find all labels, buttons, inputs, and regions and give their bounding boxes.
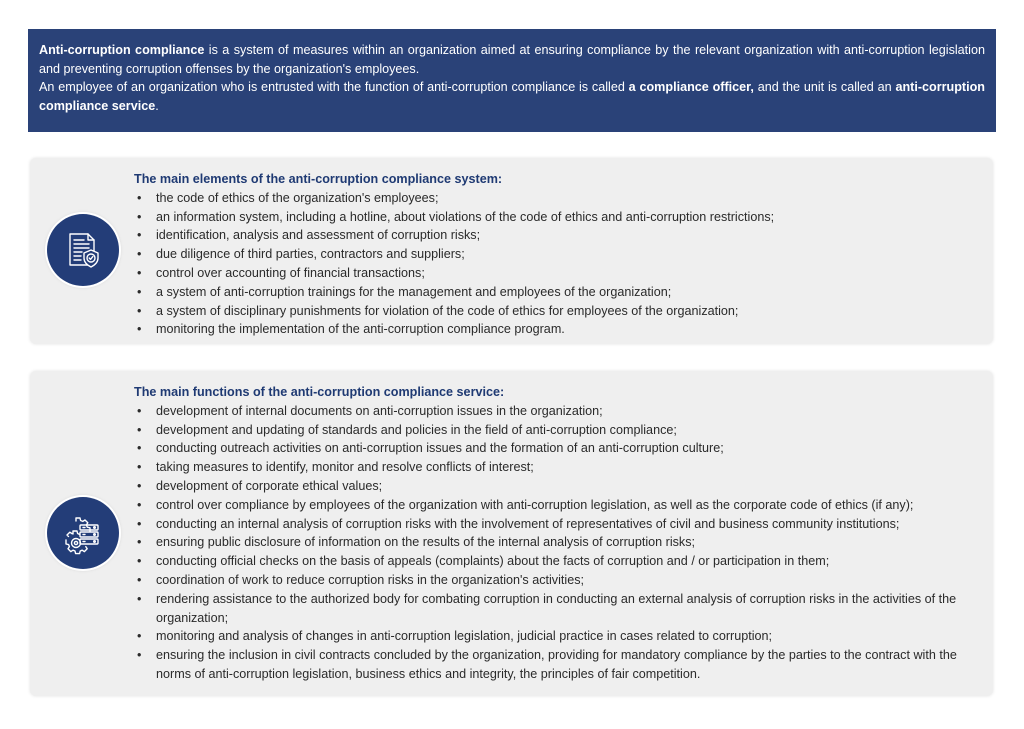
list-item: • a system of anti-corruption trainings for the management and employees of the organization; (134, 283, 977, 302)
list-item: • development of corporate ethical values; (134, 477, 977, 496)
elements-heading: The main elements of the anti-corruption compliance system: (134, 172, 503, 186)
list-item: • rendering assistance to the authorized body for combating corruption in conducting an external analysis of corruption risks in the activities of the organization; (134, 590, 977, 628)
term-compliance-officer: a compliance officer, (628, 80, 754, 95)
term-compliance-service: anti-corruption compliance service (39, 80, 985, 113)
document-shield-icon (47, 214, 119, 286)
list-item: • conducting outreach activities on anti-corruption issues and the formation of an anti-corruption culture; (134, 439, 977, 458)
definition-text-2b: and the unit is called an (753, 80, 896, 95)
term-anti-corruption-compliance: Anti-corruption compliance (39, 43, 205, 57)
definition-text-2a: An employee of an organization who is entrusted with the function of anti-corruption compliance is called (39, 80, 629, 95)
list-item: • ensuring the inclusion in civil contracts concluded by the organization, providing for mandatory compliance by the parties to the contract with the norms of anti-corruption legislation, business ethics and integrity, the principles of fair competition. (134, 646, 977, 684)
list-item: • monitoring the implementation of the anti-corruption compliance program. (134, 320, 977, 339)
list-item: • control over compliance by employees of the organization with anti-corruption legislation, as well as the corporate code of ethics (if any); (134, 496, 977, 515)
list-item: • identification, analysis and assessment of corruption risks; (134, 226, 977, 245)
list-item: • conducting official checks on the basis of appeals (complaints) about the facts of corruption and / or participation in them; (134, 552, 977, 571)
functions-card (30, 371, 993, 696)
elements-list (134, 189, 977, 339)
list-item: • development of internal documents on anti-corruption issues in the organization; (134, 402, 977, 421)
definition-text-1: is a system of measures within an organization aimed at ensuring compliance by the relevant organization with anti-corruption legislation and preventing corruption offenses by the organization's employees. (39, 43, 985, 76)
functions-content (134, 383, 977, 684)
list-item: • a system of disciplinary punishments for violation of the code of ethics for employees of the organization; (134, 302, 977, 321)
list-item: • conducting an internal analysis of corruption risks with the involvement of representatives of civil and business community institutions; (134, 515, 977, 534)
functions-heading: The main functions of the anti-corruption compliance service: (134, 385, 505, 399)
list-item: • an information system, including a hotline, about violations of the code of ethics and anti-corruption restrictions; (134, 208, 977, 227)
list-item: • due diligence of third parties, contractors and suppliers; (134, 245, 977, 264)
list-item: • the code of ethics of the organization's employees; (134, 189, 977, 208)
functions-list (134, 402, 977, 684)
definition-text-2c: . (155, 98, 159, 113)
list-item: • ensuring public disclosure of information on the results of the internal analysis of corruption risks; (134, 533, 977, 552)
definition-paragraph-2 (39, 78, 985, 115)
list-item: • coordination of work to reduce corruption risks in the organization's activities; (134, 571, 977, 590)
list-item: • taking measures to identify, monitor and resolve conflicts of interest; (134, 458, 977, 477)
gear-server-icon (47, 497, 119, 569)
list-item: • monitoring and analysis of changes in anti-corruption legislation, judicial practice in cases related to corruption; (134, 627, 977, 646)
elements-card (30, 158, 993, 344)
elements-content (134, 170, 977, 339)
definition-banner (28, 29, 996, 132)
list-item: • development and updating of standards and policies in the field of anti-corruption compliance; (134, 421, 977, 440)
definition-paragraph-1 (39, 41, 985, 78)
list-item: • control over accounting of financial transactions; (134, 264, 977, 283)
